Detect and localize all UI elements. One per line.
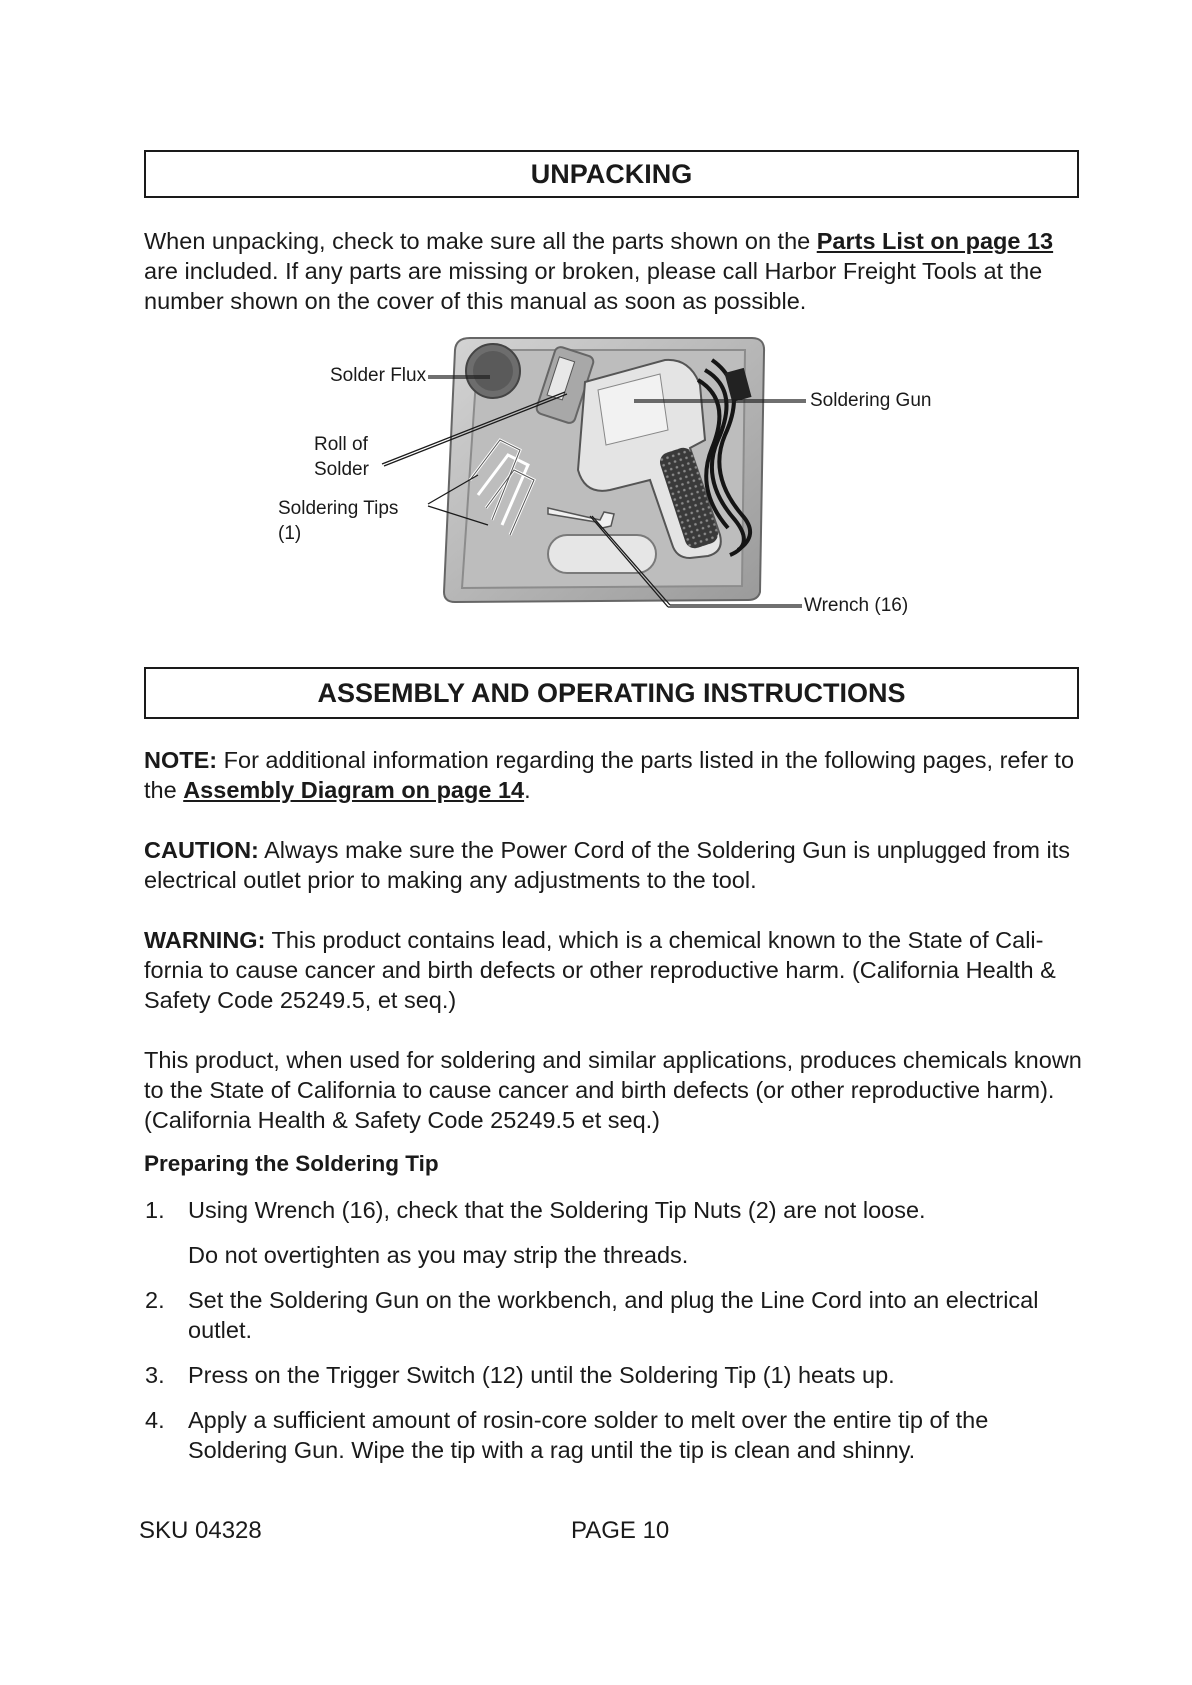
label-roll-of-solder: Roll of Solder bbox=[314, 434, 369, 480]
subheading-preparing-tip: Preparing the Soldering Tip bbox=[144, 1151, 439, 1176]
label-wrench: Wrench (16) bbox=[804, 595, 909, 616]
step-3-number: 3. bbox=[145, 1362, 165, 1388]
step-1-number: 1. bbox=[145, 1197, 165, 1223]
caution-label: CAUTION: bbox=[144, 837, 259, 863]
note-text: For additional information regarding the parts listed in the following pages, refer to the bbox=[144, 747, 1075, 803]
step-1-note: Do not overtighten as you may strip the threads. bbox=[188, 1242, 689, 1268]
caution-text: Always make sure the Power Cord of the Soldering Gun is unplugged from its electrical outlet prior to making any adjustments to the tool. bbox=[144, 837, 1071, 893]
kit-photo bbox=[0, 330, 1192, 630]
step-4-number: 4. bbox=[145, 1407, 165, 1433]
footer-sku: SKU 04328 bbox=[139, 1517, 262, 1544]
step-2-number: 2. bbox=[145, 1287, 165, 1313]
footer-page-number: PAGE 10 bbox=[571, 1517, 670, 1544]
step-2-text: Set the Soldering Gun on the workbench, and plug the Line Cord into an electrical outlet. bbox=[188, 1287, 1039, 1343]
kit-figure bbox=[0, 330, 1192, 630]
assembly-diagram-link[interactable]: Assembly Diagram on page 14 bbox=[183, 777, 525, 803]
chemicals-paragraph: This product, when used for soldering and similar applications, produces chemicals known to the State of California to cause cancer and birth defects (or other reproductive harm). (California Health & Safety Code 25249.5 et seq.) bbox=[144, 1047, 1082, 1133]
note-label: NOTE: bbox=[144, 747, 218, 773]
warning-text: This product contains lead, which is a chemical known to the State of Cali-fornia to cause cancer and birth defects or other reproductive harm. (California Health & Safety Code 25249.5, et seq.) bbox=[144, 927, 1056, 1013]
step-1-text: Using Wrench (16), check that the Soldering Tip Nuts (2) are not loose. bbox=[188, 1197, 926, 1223]
unpacking-paragraph bbox=[144, 226, 1084, 316]
unpacking-text-2: are included. If any parts are missing or broken, please call Harbor Freight Tools at the number shown on the cover of this manual as soon as possible. bbox=[144, 258, 1043, 314]
note-paragraph bbox=[144, 745, 1084, 805]
case-handle bbox=[548, 535, 656, 573]
warning-paragraph bbox=[144, 925, 1084, 1015]
parts-list-link[interactable]: Parts List on page 13 bbox=[816, 228, 1054, 254]
note-period: . bbox=[524, 777, 531, 803]
unpacking-heading: UNPACKING bbox=[144, 150, 1079, 198]
label-soldering-gun: Soldering Gun bbox=[810, 390, 932, 411]
warning-label: WARNING: bbox=[144, 927, 266, 953]
assembly-heading: ASSEMBLY AND OPERATING INSTRUCTIONS bbox=[144, 667, 1079, 719]
label-solder-flux: Solder Flux bbox=[330, 365, 427, 386]
unpacking-text-1: When unpacking, check to make sure all the parts shown on the bbox=[144, 228, 817, 254]
step-3-text: Press on the Trigger Switch (12) until the Soldering Tip (1) heats up. bbox=[188, 1362, 895, 1388]
step-4-text: Apply a sufficient amount of rosin-core solder to melt over the entire tip of the Soldering Gun. Wipe the tip with a rag until the tip is clean and shinny. bbox=[188, 1407, 989, 1463]
caution-paragraph bbox=[144, 835, 1084, 895]
label-soldering-tips: Soldering Tips (1) bbox=[278, 498, 399, 544]
